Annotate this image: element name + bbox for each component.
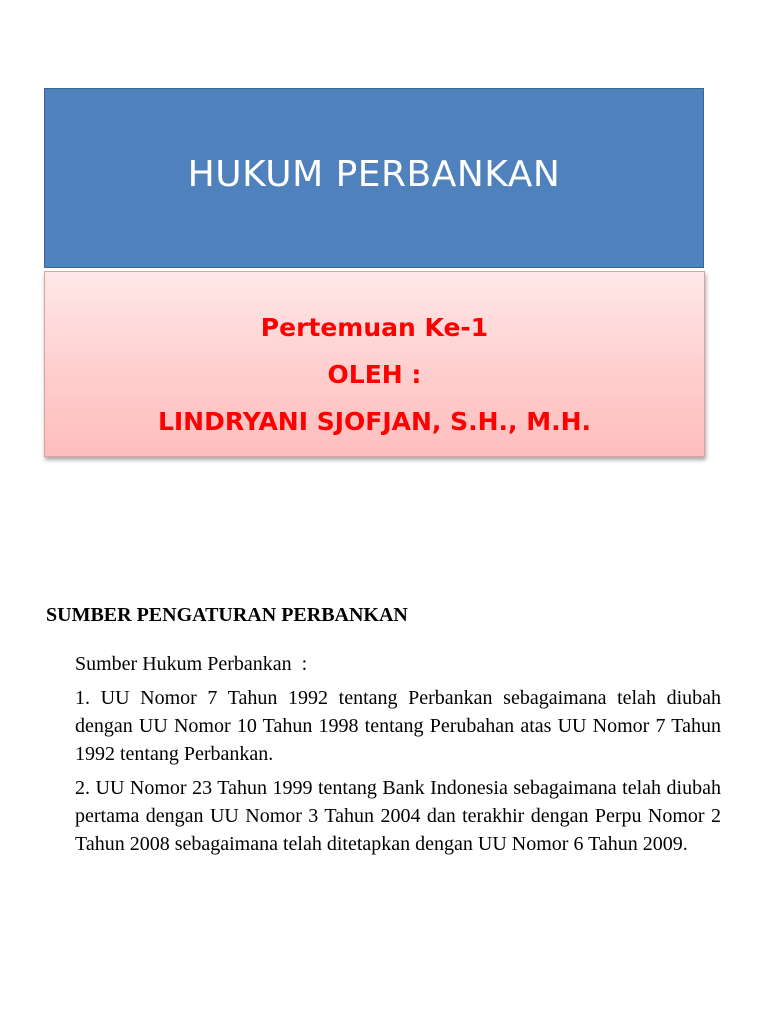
subtitle-banner: [44, 271, 705, 457]
author-name: LINDRYANI SJOFJAN, S.H., M.H.: [157, 406, 592, 436]
slide-title: HUKUM PERBANKAN: [187, 153, 561, 195]
section-heading: SUMBER PENGATURAN PERBANKAN: [46, 604, 408, 626]
session-label: Pertemuan Ke-1: [260, 312, 489, 342]
title-banner: [44, 88, 704, 268]
intro-line: Sumber Hukum Perbankan :: [75, 653, 308, 675]
section-body: [75, 650, 721, 864]
list-item: 1. UU Nomor 7 Tahun 1992 tentang Perbankan sebagaimana telah diubah dengan UU Nomor 10 Tahun 1998 tentang Perubahan atas UU Nomor 7 Tahun 1992 tentang Perbankan.: [75, 687, 721, 765]
list-item: 2. UU Nomor 23 Tahun 1999 tentang Bank Indonesia sebagaimana telah diubah pertama dengan UU Nomor 3 Tahun 2004 dan terakhir dengan Perpu Nomor 2 Tahun 2008 sebagaimana telah ditetapkan dengan UU Nomor 6 Tahun 2009.: [75, 777, 721, 855]
author-prefix: OLEH :: [327, 359, 422, 389]
